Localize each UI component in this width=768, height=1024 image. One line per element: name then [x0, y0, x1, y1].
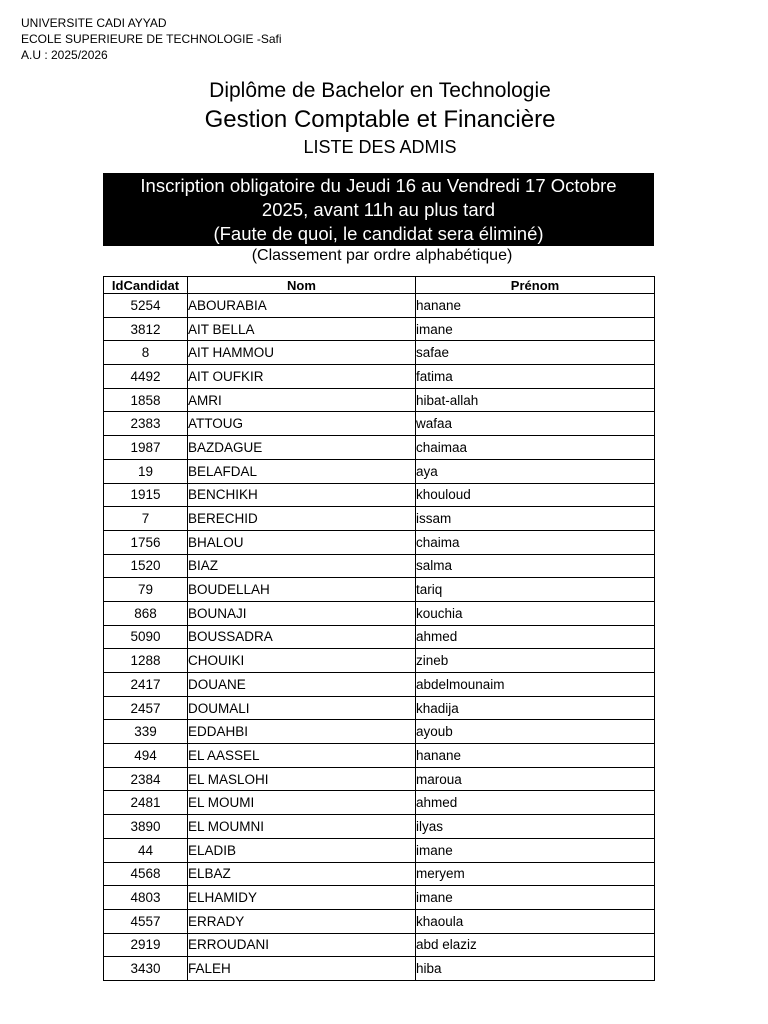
table-row	[104, 886, 655, 910]
sort-order-note: (Classement par ordre alphabétique)	[251, 247, 513, 264]
first-name-cell: hanane	[416, 294, 655, 318]
last-name-cell: BAZDAGUE	[188, 436, 416, 460]
candidate-id-cell: 868	[104, 601, 188, 625]
last-name-cell: DOUMALI	[188, 696, 416, 720]
last-name-cell: AIT OUFKIR	[188, 365, 416, 389]
column-header-id: IdCandidat	[104, 277, 188, 294]
table-row	[104, 578, 655, 602]
first-name-cell: fatima	[416, 365, 655, 389]
candidate-id-cell: 4557	[104, 909, 188, 933]
last-name-cell: BERECHID	[188, 507, 416, 531]
table-row	[104, 436, 655, 460]
first-name-cell: chaima	[416, 530, 655, 554]
candidate-id-cell: 19	[104, 459, 188, 483]
first-name-cell: maroua	[416, 767, 655, 791]
table-row	[104, 530, 655, 554]
last-name-cell: EL MASLOHI	[188, 767, 416, 791]
table-row	[104, 815, 655, 839]
diploma-title: Diplôme de Bachelor en Technologie	[209, 79, 551, 102]
last-name-cell: ERROUDANI	[188, 933, 416, 957]
academic-year: A.U : 2025/2026	[21, 48, 108, 62]
table-row	[104, 294, 655, 318]
candidate-id-cell: 79	[104, 578, 188, 602]
table-row	[104, 459, 655, 483]
first-name-cell: imane	[416, 838, 655, 862]
candidate-id-cell: 1987	[104, 436, 188, 460]
first-name-cell: imane	[416, 317, 655, 341]
candidate-id-cell: 2457	[104, 696, 188, 720]
first-name-cell: zineb	[416, 649, 655, 673]
first-name-cell: abdelmounaim	[416, 673, 655, 697]
first-name-cell: imane	[416, 886, 655, 910]
table-row	[104, 554, 655, 578]
column-header-nom: Nom	[188, 277, 416, 294]
candidate-id-cell: 7	[104, 507, 188, 531]
first-name-cell: khadija	[416, 696, 655, 720]
candidate-id-cell: 5090	[104, 625, 188, 649]
school-name: ECOLE SUPERIEURE DE TECHNOLOGIE -Safi	[21, 32, 282, 46]
first-name-cell: ahmed	[416, 791, 655, 815]
table-row	[104, 791, 655, 815]
candidate-id-cell: 2417	[104, 673, 188, 697]
candidate-id-cell: 2919	[104, 933, 188, 957]
candidate-id-cell: 8	[104, 341, 188, 365]
table-row	[104, 720, 655, 744]
admitted-list-table	[103, 276, 655, 981]
candidate-id-cell: 494	[104, 744, 188, 768]
university-name: UNIVERSITE CADI AYYAD	[21, 16, 167, 30]
first-name-cell: wafaa	[416, 412, 655, 436]
notice-line-1: Inscription obligatoire du Jeudi 16 au Vendredi 17 Octobre	[140, 175, 617, 196]
first-name-cell: ilyas	[416, 815, 655, 839]
last-name-cell: AIT BELLA	[188, 317, 416, 341]
candidate-id-cell: 3812	[104, 317, 188, 341]
last-name-cell: BHALOU	[188, 530, 416, 554]
last-name-cell: ELBAZ	[188, 862, 416, 886]
first-name-cell: hanane	[416, 744, 655, 768]
last-name-cell: ELADIB	[188, 838, 416, 862]
candidate-id-cell: 1756	[104, 530, 188, 554]
table-row	[104, 957, 655, 981]
first-name-cell: chaimaa	[416, 436, 655, 460]
last-name-cell: BOUSSADRA	[188, 625, 416, 649]
candidate-id-cell: 2481	[104, 791, 188, 815]
last-name-cell: FALEH	[188, 957, 416, 981]
table-row	[104, 767, 655, 791]
last-name-cell: EL AASSEL	[188, 744, 416, 768]
candidate-id-cell: 4568	[104, 862, 188, 886]
list-title: LISTE DES ADMIS	[303, 137, 457, 157]
table-row	[104, 601, 655, 625]
notice-line-3: (Faute de quoi, le candidat sera éliminé)	[213, 223, 544, 244]
table-row	[104, 365, 655, 389]
last-name-cell: DOUANE	[188, 673, 416, 697]
table-row	[104, 317, 655, 341]
table-row	[104, 507, 655, 531]
first-name-cell: issam	[416, 507, 655, 531]
candidate-id-cell: 1288	[104, 649, 188, 673]
last-name-cell: EL MOUMNI	[188, 815, 416, 839]
table-row	[104, 673, 655, 697]
first-name-cell: ayoub	[416, 720, 655, 744]
first-name-cell: ahmed	[416, 625, 655, 649]
table-row	[104, 909, 655, 933]
first-name-cell: safae	[416, 341, 655, 365]
table-row	[104, 341, 655, 365]
last-name-cell: BENCHIKH	[188, 483, 416, 507]
last-name-cell: BOUNAJI	[188, 601, 416, 625]
last-name-cell: ABOURABIA	[188, 294, 416, 318]
candidate-id-cell: 1520	[104, 554, 188, 578]
last-name-cell: ELHAMIDY	[188, 886, 416, 910]
last-name-cell: BIAZ	[188, 554, 416, 578]
candidate-id-cell: 1858	[104, 388, 188, 412]
institution-header	[21, 15, 282, 63]
table-row	[104, 388, 655, 412]
table-row	[104, 649, 655, 673]
last-name-cell: EL MOUMI	[188, 791, 416, 815]
table-row	[104, 838, 655, 862]
table-row	[104, 696, 655, 720]
last-name-cell: AIT HAMMOU	[188, 341, 416, 365]
first-name-cell: abd elaziz	[416, 933, 655, 957]
first-name-cell: hiba	[416, 957, 655, 981]
table-row	[104, 862, 655, 886]
candidate-id-cell: 4492	[104, 365, 188, 389]
last-name-cell: EDDAHBI	[188, 720, 416, 744]
first-name-cell: meryem	[416, 862, 655, 886]
table-row	[104, 412, 655, 436]
candidate-id-cell: 44	[104, 838, 188, 862]
program-title: Gestion Comptable et Financière	[204, 106, 556, 133]
first-name-cell: kouchia	[416, 601, 655, 625]
candidate-id-cell: 2383	[104, 412, 188, 436]
last-name-cell: AMRI	[188, 388, 416, 412]
first-name-cell: hibat-allah	[416, 388, 655, 412]
first-name-cell: tariq	[416, 578, 655, 602]
candidate-id-cell: 2384	[104, 767, 188, 791]
table-row	[104, 744, 655, 768]
first-name-cell: aya	[416, 459, 655, 483]
candidate-id-cell: 3890	[104, 815, 188, 839]
notice-line-2: 2025, avant 11h au plus tard	[261, 199, 496, 220]
last-name-cell: ERRADY	[188, 909, 416, 933]
column-header-prenom: Prénom	[416, 277, 655, 294]
last-name-cell: CHOUIKI	[188, 649, 416, 673]
candidate-id-cell: 3430	[104, 957, 188, 981]
last-name-cell: BELAFDAL	[188, 459, 416, 483]
first-name-cell: khouloud	[416, 483, 655, 507]
candidate-id-cell: 4803	[104, 886, 188, 910]
candidate-id-cell: 5254	[104, 294, 188, 318]
registration-notice-banner	[103, 173, 654, 246]
table-row	[104, 933, 655, 957]
last-name-cell: ATTOUG	[188, 412, 416, 436]
table-row	[104, 483, 655, 507]
candidate-id-cell: 339	[104, 720, 188, 744]
last-name-cell: BOUDELLAH	[188, 578, 416, 602]
first-name-cell: salma	[416, 554, 655, 578]
candidate-id-cell: 1915	[104, 483, 188, 507]
table-row	[104, 625, 655, 649]
table-header-row	[104, 277, 655, 294]
first-name-cell: khaoula	[416, 909, 655, 933]
